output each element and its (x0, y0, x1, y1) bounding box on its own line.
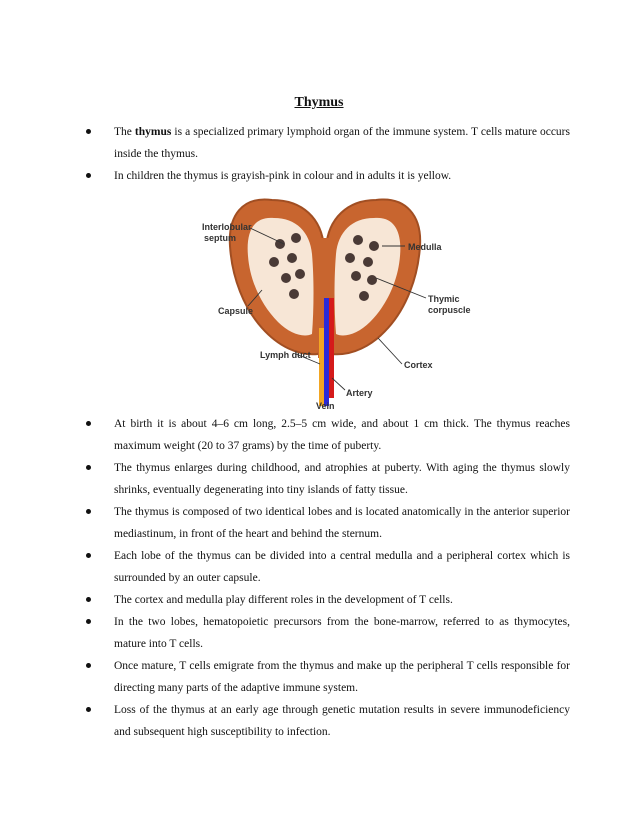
bullet-dot (86, 173, 91, 178)
bullet-text: Each lobe of the thymus can be divided into a central medulla and a peripheral cortex which is surrounded by an outer capsule. (114, 550, 570, 584)
thymus-diagram (190, 178, 471, 411)
label-interlobular: Interlobular (202, 222, 252, 232)
bullet-item (94, 457, 570, 501)
vein-vessel (324, 298, 329, 406)
bullet-text: The thymus is composed of two identical lobes and is located anatomically in the anterior superior mediastinum, in front of the heart and behind the sternum. (114, 506, 570, 540)
bullet-dot (86, 619, 91, 624)
bullet-dot (86, 707, 91, 712)
bullet-text: In the two lobes, hematopoietic precursors from the bone-marrow, referred to as thymocytes, mature into T cells. (114, 616, 570, 650)
bullet-item (94, 655, 570, 699)
bullet-item (94, 413, 570, 457)
bullet-dot (86, 597, 91, 602)
bullet-dot (86, 421, 91, 426)
label-cortex: Cortex (404, 360, 433, 370)
bullet-text: Loss of the thymus at an early age through genetic mutation results in severe immunodeficiency and subsequent high susceptibility to infection. (114, 704, 570, 738)
label-lymph-duct: Lymph duct (260, 350, 311, 360)
lymph-duct-vessel (319, 328, 324, 406)
bullet-dot (86, 663, 91, 668)
label-vein: Vein (316, 401, 335, 411)
artery-vessel (329, 298, 334, 398)
bullet-text: In children the thymus is grayish-pink in colour and in adults it is yellow. (114, 170, 452, 182)
label-thymic: Thymic (428, 294, 460, 304)
bullet-text: The cortex and medulla play different roles in the development of T cells. (114, 594, 453, 606)
bullet-item (94, 501, 570, 545)
bullet-item (94, 545, 570, 589)
label-corpuscle: corpuscle (428, 305, 471, 315)
label-medulla: Medulla (408, 242, 442, 252)
bullet-text: Once mature, T cells emigrate from the thymus and make up the peripheral T cells responsible for directing many parts of the adaptive immune system. (114, 660, 570, 694)
bullet-dot (86, 509, 91, 514)
bullet-dot (86, 553, 91, 558)
page-title: Thymus (294, 95, 344, 110)
label-septum: septum (204, 233, 237, 243)
bullet-item (94, 121, 570, 165)
bullet-dot (86, 465, 91, 470)
bullet-item (94, 699, 570, 743)
label-artery: Artery (346, 388, 373, 398)
bullet-text: The thymus is a specialized primary lymphoid organ of the immune system. T cells mature occurs inside the thymus. (114, 126, 570, 160)
bullet-dot (86, 129, 91, 134)
bullet-item (94, 611, 570, 655)
bullet-text: The thymus enlarges during childhood, and atrophies at puberty. With aging the thymus slowly shrinks, eventually degenerating into tiny islands of fatty tissue. (114, 462, 570, 496)
bullet-item (94, 589, 570, 611)
bullet-text: At birth it is about 4–6 cm long, 2.5–5 cm wide, and about 1 cm thick. The thymus reaches maximum weight (20 to 37 grams) by the time of puberty. (114, 418, 570, 452)
label-capsule: Capsule (218, 306, 254, 316)
